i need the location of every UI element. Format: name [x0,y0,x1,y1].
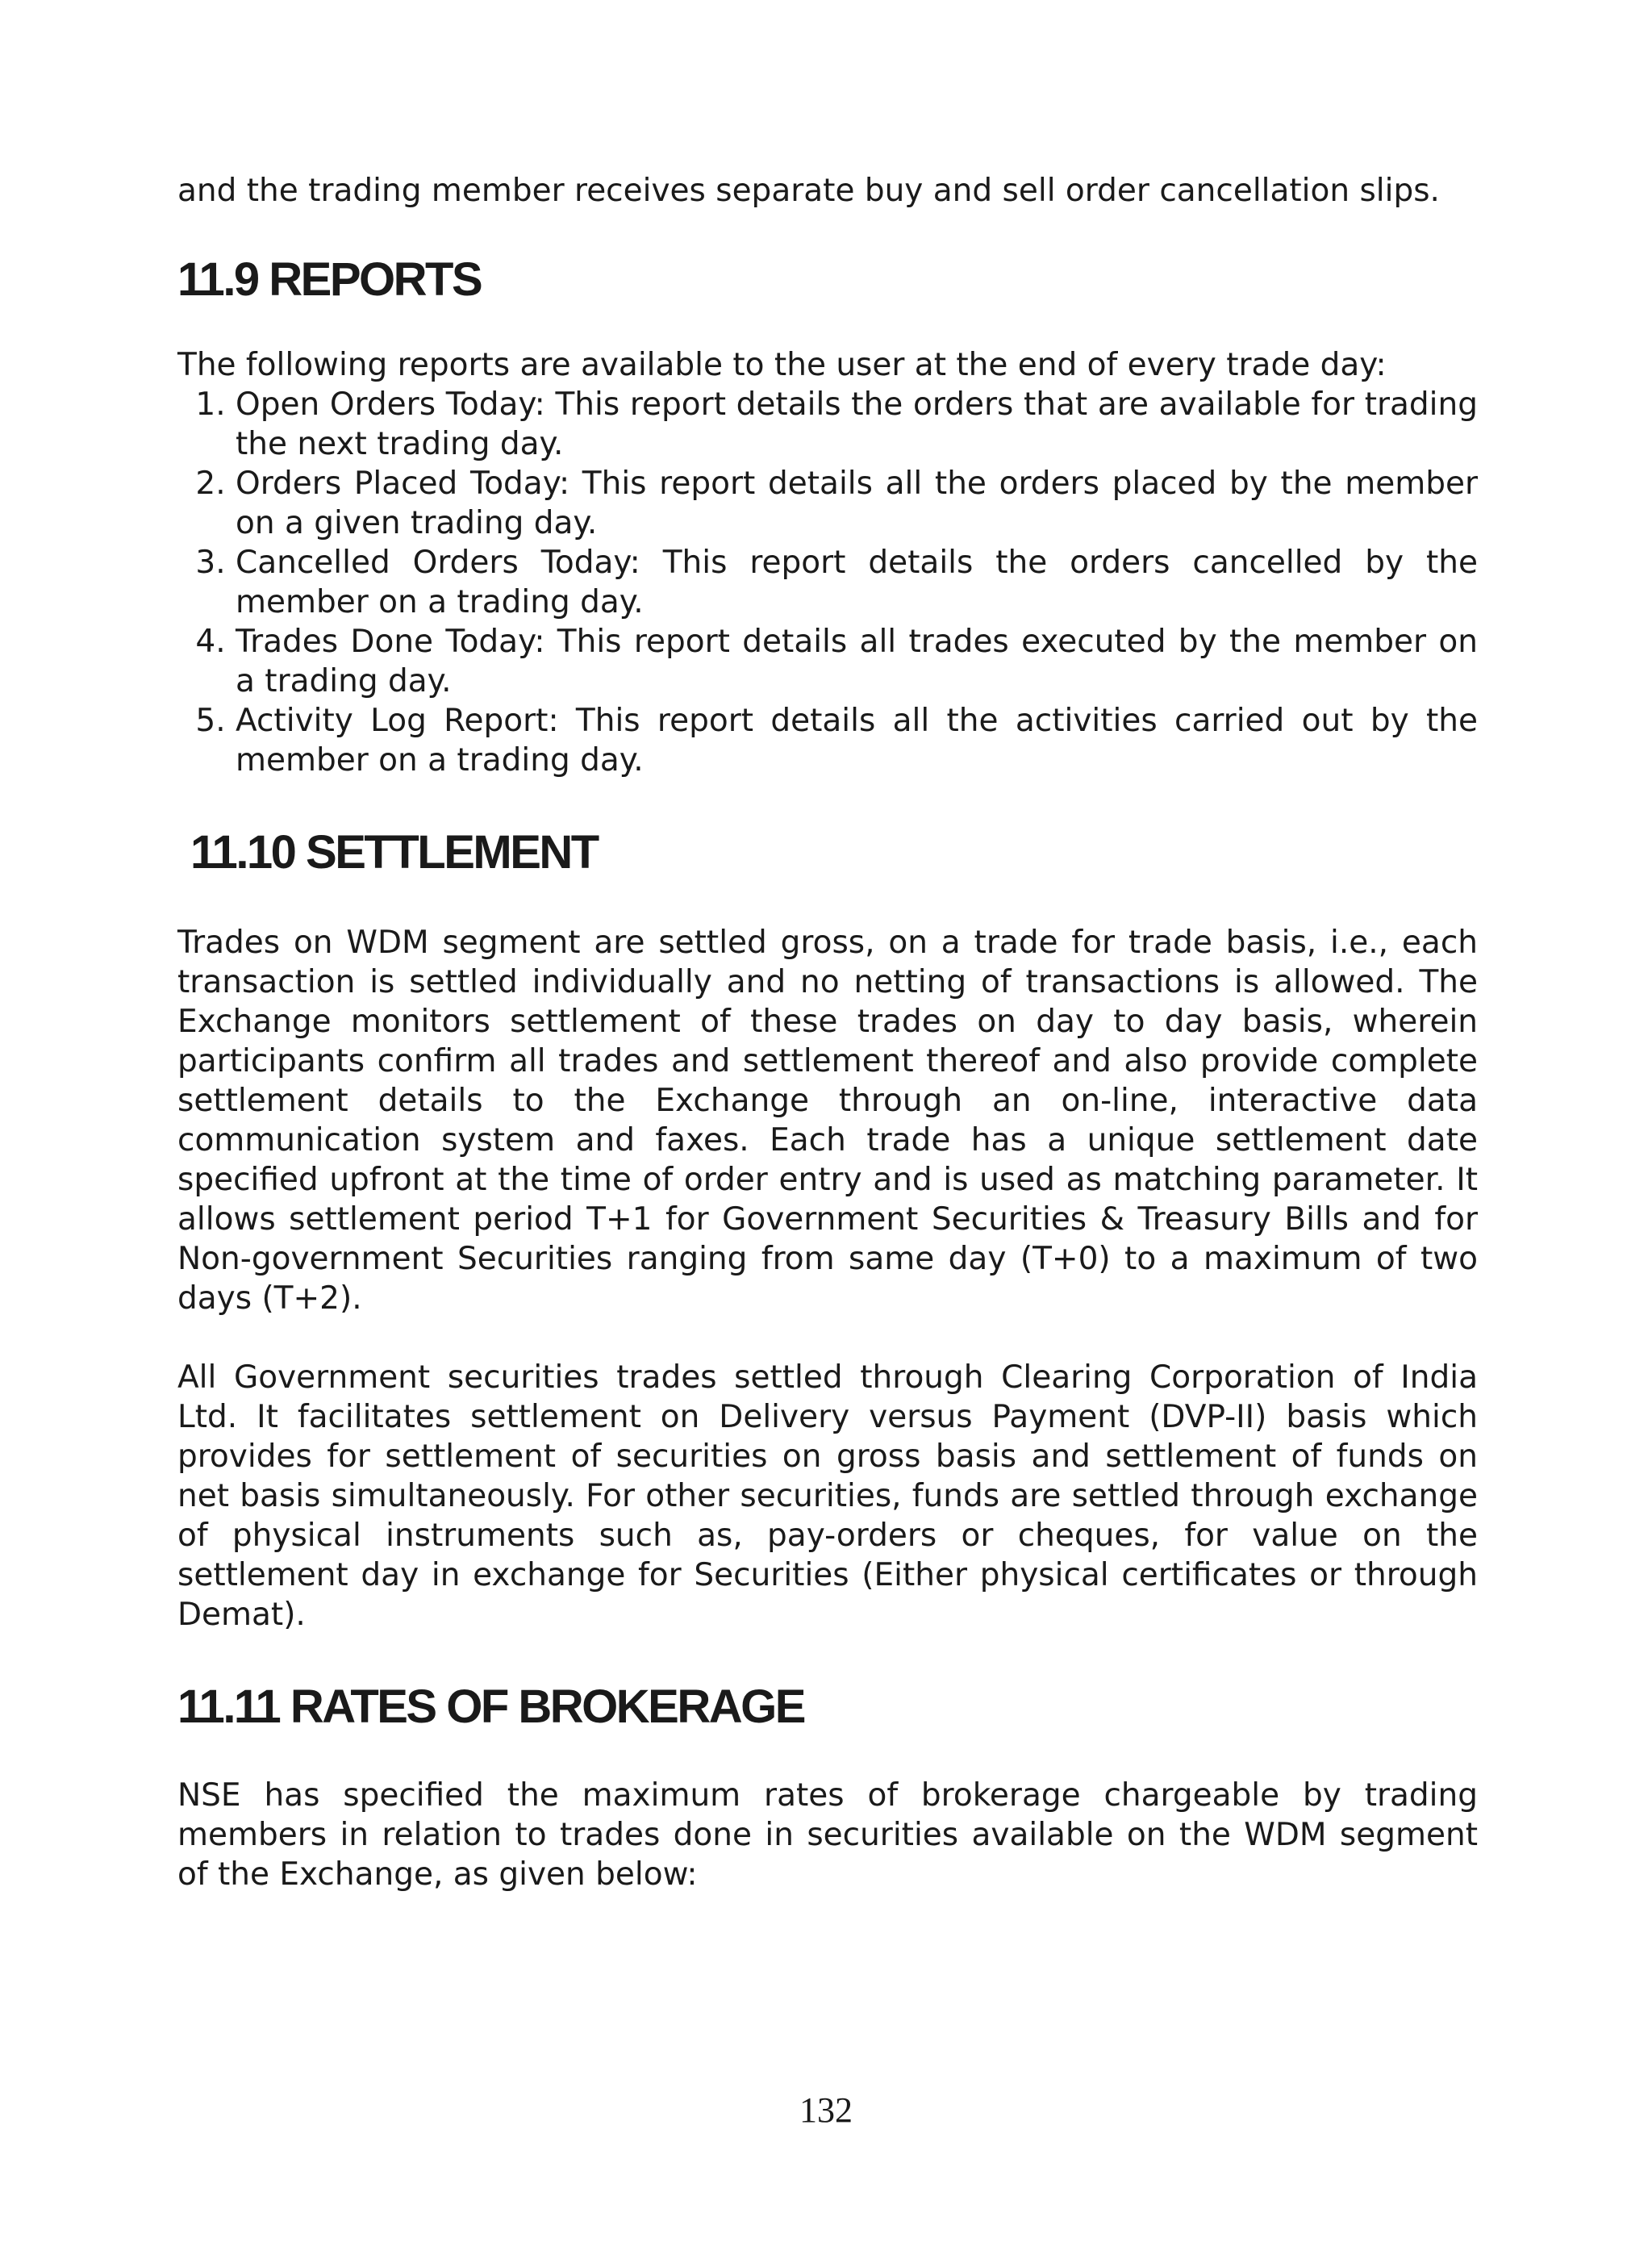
document-page [177,171,1478,1894]
brokerage-heading: 11.11 RATES OF BROKERAGE [177,1680,804,1733]
reports-lead: The following reports are available to the user at the end of every trade day: [177,347,1387,383]
reports-heading: 11.9 REPORTS [177,253,482,306]
page-number: 132 [799,2090,853,2130]
settlement-paragraph-2: All Government securities trades settled through Clearing Corporation of India Ltd. It facilitates settlement on Delivery versus Payment (DVP-II) basis which provides for settlement of securities on gross basis and settlement of funds on net basis simultaneously. For other securities, funds are settled through exchange of physical instruments such as, pay-orders or cheques, for value on the settlement day in exchange for Securities (Either physical certificates or through Demat). [177,1359,1478,1633]
list-item: 3. Cancelled Orders Today: This report details the orders cancelled by the member on a trading day. [236,543,1478,622]
settlement-heading: 11.10 SETTLEMENT [190,826,598,879]
list-item: 4. Trades Done Today: This report details all trades executed by the member on a trading day. [236,622,1478,701]
list-item: 1. Open Orders Today: This report details the orders that are available for trading the next trading day. [236,385,1478,464]
intro-paragraph: and the trading member receives separate buy and sell order cancellation slips. [177,173,1440,209]
brokerage-paragraph: NSE has specified the maximum rates of brokerage chargeable by trading members in relation to trades done in securities available on the WDM segment of the Exchange, as given below: [177,1777,1478,1893]
list-item: 5. Activity Log Report: This report details all the activities carried out by the member on a trading day. [236,701,1478,780]
list-item: 2. Orders Placed Today: This report details all the orders placed by the member on a given trading day. [236,464,1478,543]
reports-list [177,385,1478,780]
settlement-paragraph-1: Trades on WDM segment are settled gross, on a trade for trade basis, i.e., each transaction is settled individually and no netting of transactions is allowed. The Exchange monitors settlement of these trades on day to day basis, wherein participants confirm all trades and settlement thereof and also provide complete settlement details to the Exchange through an on-line, interactive data communication system and faxes. Each trade has a unique settlement date specified upfront at the time of order entry and is used as matching parameter. It allows settlement period T+1 for Government Securities & Treasury Bills and for Non-government Securities ranging from same day (T+0) to a maximum of two days (T+2). [177,925,1478,1317]
